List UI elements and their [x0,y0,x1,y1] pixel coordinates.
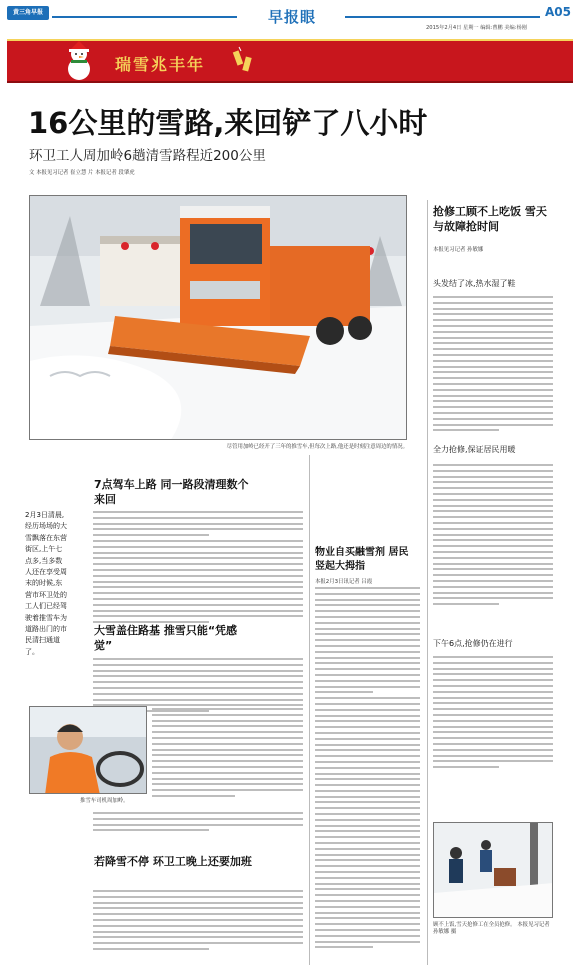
newspaper-logo [7,6,49,20]
banner-gold-stripe [7,39,573,41]
section1-title: 7点驾车上路 同一路段清理数个来回 [94,478,249,506]
lead-byline: 文 本报见习记者 崔立慧 片 本报记者 段肇虎 [29,170,135,176]
middle-story-body [315,587,420,952]
masthead [0,0,580,36]
right-body-3 [433,656,553,772]
repair-workers-photo [433,822,553,918]
portrait-caption: 推雪车司机周加岭。 [80,798,129,804]
repair-photo-caption: 顾不上饭,雪天抢修工在全员抢修。 本报见习记者 孙敏娜 摄 [433,922,550,935]
lead-subheadline: 环卫工人周加岭6趟清雪路程近200公里 [29,148,266,164]
section1-body [93,511,303,627]
right-body-2 [433,464,553,609]
banner-title: 瑞雪兆丰年 [115,55,206,74]
section3-title: 若降雪不停 环卫工晚上还要加班 [94,855,252,868]
column-divider-2 [427,200,428,965]
festive-banner [7,39,573,83]
right-sub3: 下午6点,抢修仍在进行 [433,639,513,648]
section2-title: 大雪盖住路基 推雪只能“凭感觉” [94,624,238,652]
right-story-title: 抢修工顾不上吃饭 雪天与故障抢时间 [433,205,547,233]
section3-body [93,890,303,954]
right-body-1 [433,296,553,435]
right-sub1: 头发结了冰,热水湿了鞋 [433,279,516,288]
column-divider-1 [309,455,310,965]
photo-caption: 尽管用加岭已经开了三年的推雪车,但每次上路,他还是时刻注意周边的情况。 [226,444,408,450]
section2-body-bottom [93,812,303,835]
right-sub2: 全力抢修,保证居民用暖 [433,445,516,454]
middle-story-byline: 本报2月3日讯记者 吕霞 [315,579,373,585]
section-name: 早报眼 [267,8,316,26]
issue-info: 2015年2月4日 星期一 编辑:曹鹏 美编:杨刚 [426,25,527,31]
firecracker-icon [229,43,259,79]
header-rule-left [52,16,237,18]
snowplow-photo [29,195,407,440]
section2-body-right [152,708,303,801]
lead-headline: 16公里的雪路,来回铲了八小时 [28,106,428,140]
driver-portrait-photo [29,706,147,794]
snowman-icon [62,41,96,81]
middle-story-title: 物业自买融雪剂 居民竖起大拇指 [315,547,409,572]
page-number: A05 [545,5,571,19]
right-story-byline: 本报见习记者 孙敏娜 [433,247,484,253]
logo-text: 黄三角早报 [12,9,43,16]
header-rule-right [345,16,540,18]
left-intro: 2月3日清晨,经历场场的大雪飘落在东营街区,上午七点多,当多数人还在享受周末的时候,东营市环卫处的工人们已经驾驶着推雪车为道路出门的市民清扫通道了。 [25,511,67,656]
